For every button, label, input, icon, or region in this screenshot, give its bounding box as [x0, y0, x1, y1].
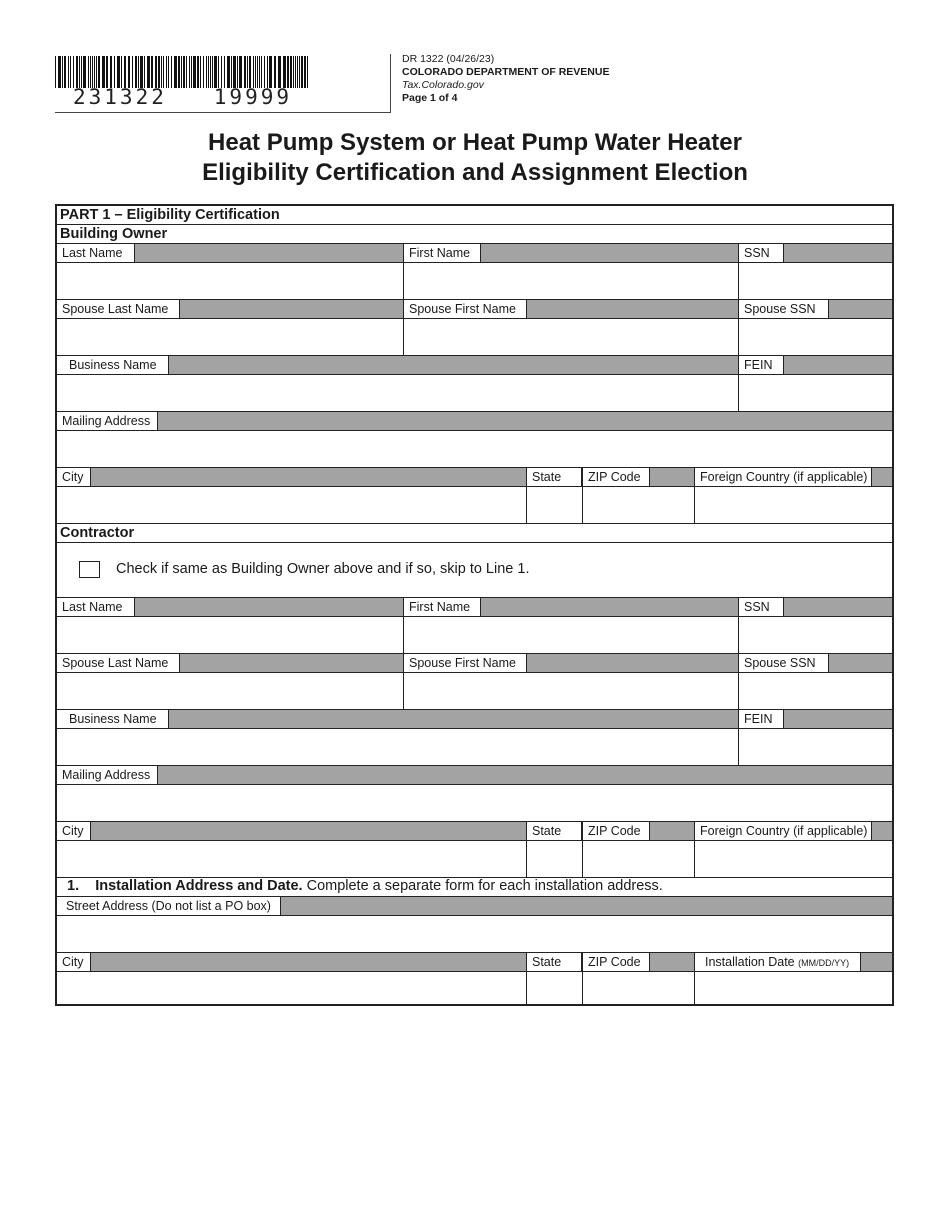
line1-instruction: Complete a separate form for each installation address.	[302, 878, 663, 894]
contractor-business-name-field[interactable]	[57, 729, 738, 766]
owner-state-field[interactable]	[527, 487, 582, 524]
owner-spouse-first-name-label: Spouse First Name	[403, 300, 527, 318]
contractor-foreign-country-label: Foreign Country (if applicable)	[694, 822, 872, 840]
document-meta	[402, 53, 609, 105]
install-date-label-text: Installation Date	[705, 955, 795, 969]
barcode	[55, 56, 310, 88]
owner-spouse-first-name-field[interactable]	[404, 319, 738, 356]
install-city-field[interactable]	[57, 972, 526, 1004]
owner-ssn-field[interactable]	[739, 263, 892, 300]
agency-name: COLORADO DEPARTMENT OF REVENUE	[402, 66, 610, 78]
agency-website: Tax.Colorado.gov	[402, 79, 484, 91]
owner-foreign-country-field[interactable]	[695, 487, 892, 524]
part1-heading: PART 1 – Eligibility Certification	[60, 207, 280, 223]
page-info: Page 1 of 4	[402, 92, 458, 104]
contractor-fein-label: FEIN	[738, 710, 784, 728]
contractor-spouse-ssn-label: Spouse SSN	[738, 654, 829, 672]
contractor-heading: Contractor	[60, 525, 135, 541]
owner-last-name-field[interactable]	[57, 263, 403, 300]
install-state-label: State	[526, 953, 582, 971]
owner-zip-label: ZIP Code	[582, 468, 650, 486]
owner-spouse-last-name-label: Spouse Last Name	[57, 300, 180, 318]
owner-fein-label: FEIN	[738, 356, 784, 374]
contractor-state-field[interactable]	[527, 841, 582, 878]
eligibility-form	[55, 204, 894, 1006]
contractor-mailing-address-field[interactable]	[57, 785, 892, 822]
contractor-first-name-label: First Name	[403, 598, 481, 616]
contractor-zip-label: ZIP Code	[582, 822, 650, 840]
contractor-last-name-field[interactable]	[57, 617, 403, 654]
owner-mailing-address-field[interactable]	[57, 431, 892, 468]
barcode-area	[55, 54, 391, 113]
contractor-mailing-address-label: Mailing Address	[57, 766, 158, 784]
install-date-label	[694, 953, 861, 971]
contractor-spouse-last-name-label: Spouse Last Name	[57, 654, 180, 672]
owner-first-name-label: First Name	[403, 244, 481, 262]
contractor-spouse-ssn-field[interactable]	[739, 673, 892, 710]
owner-last-name-label: Last Name	[57, 244, 135, 262]
contractor-business-name-label: Business Name	[57, 710, 169, 728]
owner-city-field[interactable]	[57, 487, 526, 524]
owner-mailing-address-label: Mailing Address	[57, 412, 158, 430]
contractor-last-name-label: Last Name	[57, 598, 135, 616]
install-date-format: (MM/DD/YY)	[798, 958, 850, 968]
install-state-field[interactable]	[527, 972, 582, 1004]
building-owner-heading: Building Owner	[60, 226, 168, 242]
owner-spouse-last-name-field[interactable]	[57, 319, 403, 356]
install-zip-label: ZIP Code	[582, 953, 650, 971]
contractor-city-label: City	[57, 822, 91, 840]
owner-ssn-label: SSN	[738, 244, 784, 262]
contractor-spouse-first-name-field[interactable]	[404, 673, 738, 710]
contractor-spouse-last-name-field[interactable]	[57, 673, 403, 710]
contractor-fein-field[interactable]	[739, 729, 892, 766]
line1-bold-title: Installation Address and Date.	[95, 878, 303, 894]
contractor-state-label: State	[526, 822, 582, 840]
owner-spouse-ssn-field[interactable]	[739, 319, 892, 356]
install-zip-field[interactable]	[583, 972, 694, 1004]
contractor-ssn-field[interactable]	[739, 617, 892, 654]
install-street-label: Street Address (Do not list a PO box)	[57, 897, 281, 915]
form-title	[0, 128, 950, 188]
install-date-field[interactable]	[695, 972, 892, 1004]
same-as-owner-checkbox[interactable]	[79, 561, 100, 578]
owner-city-label: City	[57, 468, 91, 486]
install-street-field[interactable]	[57, 916, 892, 952]
owner-foreign-country-label: Foreign Country (if applicable)	[694, 468, 872, 486]
line1-heading	[67, 878, 663, 894]
owner-fein-field[interactable]	[739, 375, 892, 412]
contractor-spouse-first-name-label: Spouse First Name	[403, 654, 527, 672]
owner-business-name-field[interactable]	[57, 375, 738, 412]
line1-number: 1.	[67, 878, 80, 894]
form-id: DR 1322 (04/26/23)	[402, 53, 495, 65]
contractor-city-field[interactable]	[57, 841, 526, 878]
owner-zip-field[interactable]	[583, 487, 694, 524]
form-title-line-2: Eligibility Certification and Assignment Election	[202, 159, 748, 186]
owner-business-name-label: Business Name	[57, 356, 169, 374]
install-city-label: City	[57, 953, 91, 971]
contractor-first-name-field[interactable]	[404, 617, 738, 654]
owner-spouse-ssn-label: Spouse SSN	[738, 300, 829, 318]
form-title-line-1: Heat Pump System or Heat Pump Water Heater	[208, 129, 742, 156]
owner-state-label: State	[526, 468, 582, 486]
same-as-owner-text: Check if same as Building Owner above and if so, skip to Line 1.	[116, 561, 530, 577]
contractor-ssn-label: SSN	[738, 598, 784, 616]
contractor-foreign-country-field[interactable]	[695, 841, 892, 878]
contractor-zip-field[interactable]	[583, 841, 694, 878]
barcode-number: 231322 19999	[73, 85, 293, 109]
owner-first-name-field[interactable]	[404, 263, 738, 300]
